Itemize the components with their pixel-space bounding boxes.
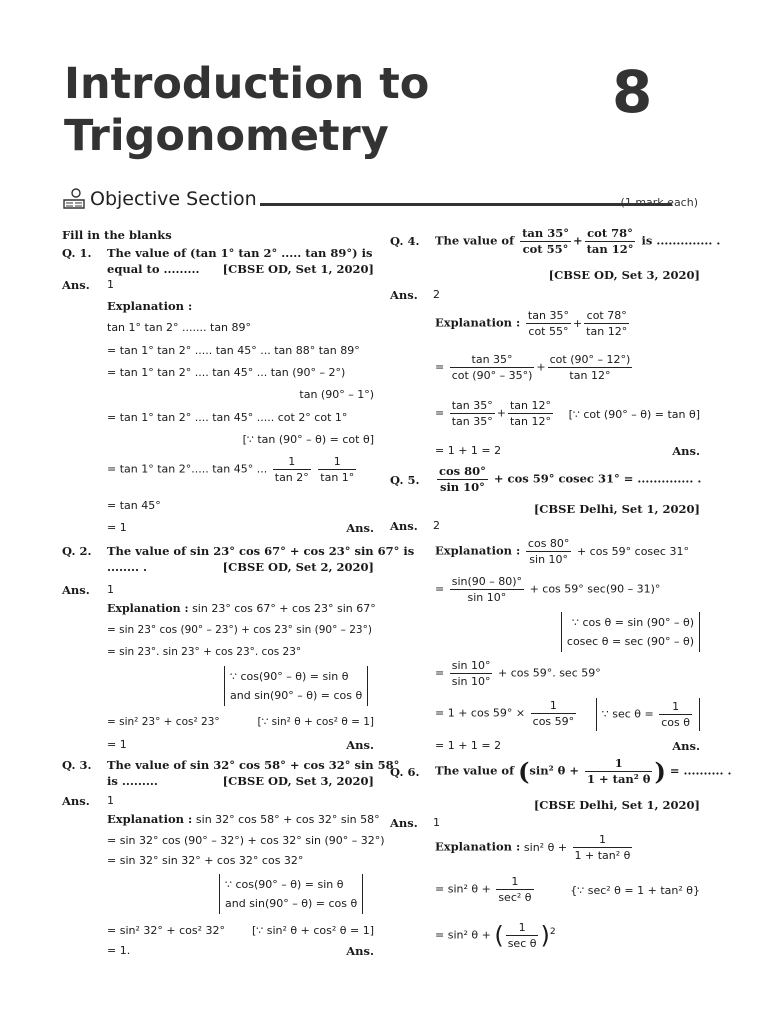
q1-number: Q. 1. — [62, 246, 92, 260]
q4-f-frac2-den: tan 12° — [548, 367, 633, 383]
q6-g-exp: 2 — [549, 925, 556, 937]
q4-f-frac2-num: cot (90° – 12°) — [549, 353, 631, 366]
q6-frac — [585, 756, 652, 787]
q4-source: [CBSE OD, Set 3, 2020] — [548, 268, 700, 282]
q4-frac-2 — [585, 226, 636, 257]
chapter-title-line2: Trigonometry — [64, 111, 389, 161]
q4-post: is .............. . — [641, 233, 721, 248]
q2-bracket-line-2: and sin(90° – θ) = cos θ — [230, 689, 363, 702]
q5-frac — [437, 464, 488, 495]
section-label: Objective Section — [90, 188, 257, 210]
q6-e1: sin² θ + — [523, 840, 568, 854]
q1-frac1-den: tan 2° — [274, 471, 309, 484]
q6-f-reason: {∵ sec² θ = 1 + tan² θ} — [570, 884, 700, 897]
q2-line-5: = 1 — [107, 738, 127, 751]
q1-text-2: equal to ......... — [107, 262, 200, 276]
q4-e-frac-2 — [584, 308, 629, 339]
q6-g-frac-num: 1 — [518, 921, 526, 934]
q5-h-reason-box — [596, 698, 700, 731]
q4-explanation-label: Explanation : — [435, 315, 521, 330]
q4-g-reason: [∵ cot (90° – θ) = tan θ] — [568, 408, 700, 421]
q2-line-3: = sin 23°. sin 23° + cos 23°. cos 23° — [107, 646, 302, 658]
q4-g-frac1-den: tan 35° — [451, 415, 493, 428]
q3-text-1: The value of sin 32° cos 58° + cos 32° sin 58° — [107, 758, 400, 772]
q2-bracket-box — [224, 666, 368, 706]
q3-source: [CBSE OD, Set 3, 2020] — [222, 774, 374, 788]
reading-person-icon — [62, 188, 86, 214]
q5-text — [435, 464, 701, 495]
q6-number: Q. 6. — [390, 765, 420, 779]
q4-pre: The value of — [435, 233, 515, 248]
q5-g-post: + cos 59°. sec 59° — [497, 666, 601, 680]
q3-line-1: sin 32° cos 58° + cos 32° sin 58° — [195, 813, 380, 826]
q1-line-3: = tan 1° tan 2° .... tan 45° ... tan (90° – 2°) — [107, 366, 346, 379]
q5-f-frac — [450, 574, 524, 605]
q3-explanation-label: Explanation : — [107, 812, 193, 826]
q1-line-1: tan 1° tan 2° ....... tan 89° — [107, 321, 252, 334]
q3-line-4-reason: [∵ sin² θ + cos² θ = 1] — [251, 924, 374, 937]
q5-bracket — [561, 612, 700, 652]
q6-pre: The value of — [435, 763, 515, 778]
q2-bracket-line-1: ∵ cos(90° – θ) = sin θ — [230, 670, 349, 683]
q4-g-line: = $\frac{\tan 35^\circ}{\tan 35^\circ}$ + $\frac{\tan 12^\circ}{\tan 12^\circ}$ — [435, 399, 551, 428]
q4-exp-line: Explanation : $\frac{\tan 35^\circ}{\cot 55^\circ}$ + $\frac{\cot 78^\circ}{\tan 12^\circ}$ — [435, 309, 628, 338]
q1-line-5: = tan 1° tan 2° .... tan 45° ..... cot 2° cot 1° — [107, 411, 348, 424]
q6-source: [CBSE Delhi, Set 1, 2020] — [533, 798, 700, 812]
q3-ans-value: 1 — [107, 794, 114, 807]
q4-f-frac-2 — [548, 352, 633, 383]
q1-line-9: = 1 — [107, 521, 127, 534]
q5-h-frac-den: cos 59° — [532, 715, 575, 728]
q1-line-2: = tan 1° tan 2° ..... tan 45° ... tan 88° tan 89° — [107, 344, 360, 357]
q6-g-frac — [506, 920, 539, 951]
q1-frac1-num: 1 — [288, 455, 296, 468]
q5-explanation-label: Explanation : — [435, 543, 521, 558]
q4-number: Q. 4. — [390, 234, 420, 248]
q1-ans-tag: Ans. — [346, 521, 374, 535]
q3-ans-label: Ans. — [62, 794, 90, 808]
q2-line-4-reason: [∵ sin² θ + cos² θ = 1] — [257, 716, 374, 728]
q1-fraction-1 — [273, 454, 311, 485]
q3-explanation — [107, 812, 380, 826]
q6-explanation-label: Explanation : — [435, 839, 521, 854]
q6-f-frac — [496, 874, 533, 905]
q5-number: Q. 5. — [390, 473, 420, 487]
q4-f-frac-1 — [450, 352, 535, 383]
q6-e-frac-num: 1 — [598, 833, 606, 846]
q1-line-6: [∵ tan (90° – θ) = cot θ] — [242, 433, 374, 446]
q1-line-7 — [107, 454, 358, 485]
q4-g-frac1-num: tan 35° — [451, 399, 493, 412]
q4-e-frac-1 — [526, 308, 571, 339]
q4-frac1-num: tan 35° — [522, 226, 569, 240]
q5-g-line: = $\frac{\sin 10^\circ}{\sin 10^\circ}$ + cos 59°. sec 59° — [435, 659, 601, 688]
q5-e-post: + cos 59° cosec 31° — [576, 544, 689, 558]
q5-bracket-line-1: ∵ cos θ = sin (90° – θ) — [572, 616, 694, 629]
q1-line-4: tan (90° – 1°) — [299, 388, 374, 401]
q2-ans-label: Ans. — [62, 583, 90, 597]
q6-frac-den: 1 + tan² θ — [587, 772, 651, 786]
q2-ans-tag: Ans. — [346, 738, 374, 752]
q3-line-3: = sin 32° sin 32° + cos 32° cos 32° — [107, 854, 304, 867]
q1-frac2-den: tan 1° — [320, 471, 355, 484]
q5-post: + cos 59° cosec 31° = .............. . — [493, 471, 702, 486]
q4-f-frac1-num: tan 35° — [471, 353, 513, 366]
q6-f-frac-num: 1 — [511, 875, 519, 888]
q4-e-frac2-num: cot 78° — [586, 309, 627, 322]
q4-f-frac1-den: cot (90° – 35°) — [451, 369, 533, 382]
q5-g-frac-num: sin 10° — [451, 659, 491, 672]
q5-source: [CBSE Delhi, Set 1, 2020] — [533, 502, 700, 516]
q5-e-frac — [526, 536, 572, 567]
q4-g-frac2-num: tan 12° — [509, 399, 551, 412]
q6-f1: = sin² θ + — [435, 882, 491, 896]
q4-last-line: = 1 + 1 = 2 — [435, 444, 502, 457]
q4-g-frac-2 — [508, 398, 553, 429]
q6-g-frac-den: sec θ — [507, 937, 537, 950]
q3-text-2: is ......... — [107, 774, 158, 788]
chapter-title — [64, 58, 429, 162]
q1-explanation-label: Explanation : — [107, 299, 193, 313]
q4-f-line: = $\frac{\tan 35^\circ}{\cot (90^\circ - 35^\circ)}$ + $\frac{\cot (90^\circ - 12^\circ)}{\tan 12^\circ}$ — [435, 353, 631, 382]
q4-ans-label: Ans. — [390, 288, 418, 302]
q5-ans-label: Ans. — [390, 519, 418, 533]
q2-number: Q. 2. — [62, 544, 92, 558]
q4-e-frac2-den: tan 12° — [586, 325, 628, 338]
q3-bracket — [219, 874, 363, 914]
q6-ans-label: Ans. — [390, 816, 418, 830]
q4-g-frac2-den: tan 12° — [509, 415, 551, 428]
q2-line-1: sin 23° cos 67° + cos 23° sin 67° — [192, 602, 376, 615]
q6-e-frac-den: 1 + tan² θ — [574, 849, 631, 862]
q4-e-frac1-num: tan 35° — [527, 309, 569, 322]
q5-last-line: = 1 + 1 = 2 — [435, 739, 502, 752]
q2-text-2: ........ . — [107, 560, 148, 574]
chapter-number: 8 — [612, 58, 653, 126]
q3-bracket-box — [219, 874, 363, 914]
q3-line-2: = sin 32° cos (90° – 32°) + cos 32° sin (90° – 32°) — [107, 834, 385, 847]
q4-frac2-num: cot 78° — [587, 226, 633, 240]
q5-ans-tag: Ans. — [672, 739, 700, 753]
q2-bracket — [224, 666, 368, 706]
q4-frac-1 — [520, 226, 571, 257]
q5-h-reason-num: 1 — [672, 700, 680, 713]
q4-e-frac1-den: cot 55° — [526, 323, 571, 339]
q1-ans-value: 1 — [107, 278, 114, 291]
q2-line-4: = sin² 23° + cos² 23° — [107, 716, 220, 728]
q6-f-frac-den: sec² θ — [498, 891, 532, 904]
q3-bracket-line-1: ∵ cos(90° – θ) = sin θ — [225, 878, 344, 891]
q5-f-frac-den: sin 10° — [450, 589, 524, 605]
q1-ans-label: Ans. — [62, 278, 90, 292]
q6-post: = .......... . — [669, 763, 732, 778]
q4-frac2-den: tan 12° — [586, 242, 634, 256]
q6-g1: = sin² θ + — [435, 928, 491, 942]
q6-frac-num: 1 — [614, 756, 623, 770]
chapter-title-line1: Introduction to — [64, 59, 430, 109]
q4-frac1-den: cot 55° — [520, 241, 571, 257]
mark-note: (1 mark each) — [620, 196, 698, 209]
section-divider — [260, 203, 672, 206]
q5-h-reason-den: cos θ — [661, 716, 690, 729]
q4-ans-value: 2 — [433, 288, 440, 301]
q4-text: The value of $\frac{\tan 35^\circ}{\cot 55^\circ}$ + $\frac{\cot 78^\circ}{\tan 12^\circ}$ is .............. . — [435, 226, 721, 256]
q5-h-reason-text: ∵ sec θ = — [601, 707, 654, 721]
q3-ans-tag: Ans. — [346, 944, 374, 958]
q6-f-line — [435, 874, 536, 905]
q1-line-8: = tan 45° — [107, 499, 161, 512]
q4-g-frac-1 — [450, 398, 495, 429]
q6-exp-line — [435, 832, 634, 863]
q3-number: Q. 3. — [62, 758, 92, 772]
q2-line-2: = sin 23° cos (90° – 23°) + cos 23° sin (90° – 23°) — [107, 624, 372, 636]
q1-source: [CBSE OD, Set 1, 2020] — [222, 262, 374, 276]
q5-f-frac-num: sin(90 – 80)° — [451, 575, 523, 588]
q6-t1: sin² θ + — [529, 763, 579, 778]
q6-ans-value: 1 — [433, 816, 440, 829]
q4-ans-tag: Ans. — [672, 444, 700, 458]
q3-bracket-line-2: and sin(90° – θ) = cos θ — [225, 897, 358, 910]
section-header — [62, 186, 702, 216]
q2-source: [CBSE OD, Set 2, 2020] — [222, 560, 374, 574]
q2-explanation-label: Explanation : — [107, 602, 189, 615]
q5-g-frac-den: sin 10° — [451, 675, 491, 688]
q1-fraction-2 — [318, 454, 356, 485]
q3-line-4: = sin² 32° + cos² 32° — [107, 924, 225, 937]
q5-h-reason-frac — [659, 699, 692, 730]
q5-h-frac-num: 1 — [549, 699, 557, 712]
q5-g-frac — [450, 658, 493, 689]
q1-line-7-text: = tan 1° tan 2°..... tan 45° ... — [107, 462, 268, 476]
q5-h-line — [435, 698, 578, 729]
q3-line-5: = 1. — [107, 944, 131, 957]
fill-blanks-heading: Fill in the blanks — [62, 228, 172, 242]
q2-explanation — [107, 602, 376, 615]
q5-e-frac-num: cos 80° — [527, 537, 570, 550]
q1-text-1: The value of (tan 1° tan 2° ..... tan 89°) is — [107, 246, 373, 260]
q5-frac-den: sin 10° — [437, 479, 488, 495]
q5-ans-value: 2 — [433, 519, 440, 532]
q5-bracket-box — [561, 612, 700, 652]
q5-frac-num: cos 80° — [439, 464, 486, 478]
q5-bracket-line-2: cosec θ = sec (90° – θ) — [566, 635, 694, 648]
q5-h-pre: = 1 + cos 59° × — [435, 706, 526, 720]
q5-e-frac-den: sin 10° — [526, 551, 572, 567]
q6-e-frac — [573, 832, 633, 863]
q5-h-reason — [596, 698, 700, 731]
q2-ans-value: 1 — [107, 583, 114, 596]
q5-f-line: = $\frac{\sin(90 - 80)^\circ}{\sin 10^\circ}$ + cos 59° sec(90 – 31)° — [435, 575, 661, 604]
q6-g-line: = sin² θ + ( $\frac{1}{\text{sec θ}}$ )$^2$ — [435, 921, 556, 950]
q5-exp-line — [435, 536, 689, 567]
q5-f-post: + cos 59° sec(90 – 31)° — [529, 582, 661, 596]
q6-text: The value of (sin² θ + $\frac{1}{\text{1 + tan² θ}}$ ) = .......... . — [435, 756, 732, 786]
q5-h-frac — [531, 698, 577, 729]
q1-frac2-num: 1 — [333, 455, 341, 468]
q2-text-1: The value of sin 23° cos 67° + cos 23° sin 67° is — [107, 544, 415, 558]
